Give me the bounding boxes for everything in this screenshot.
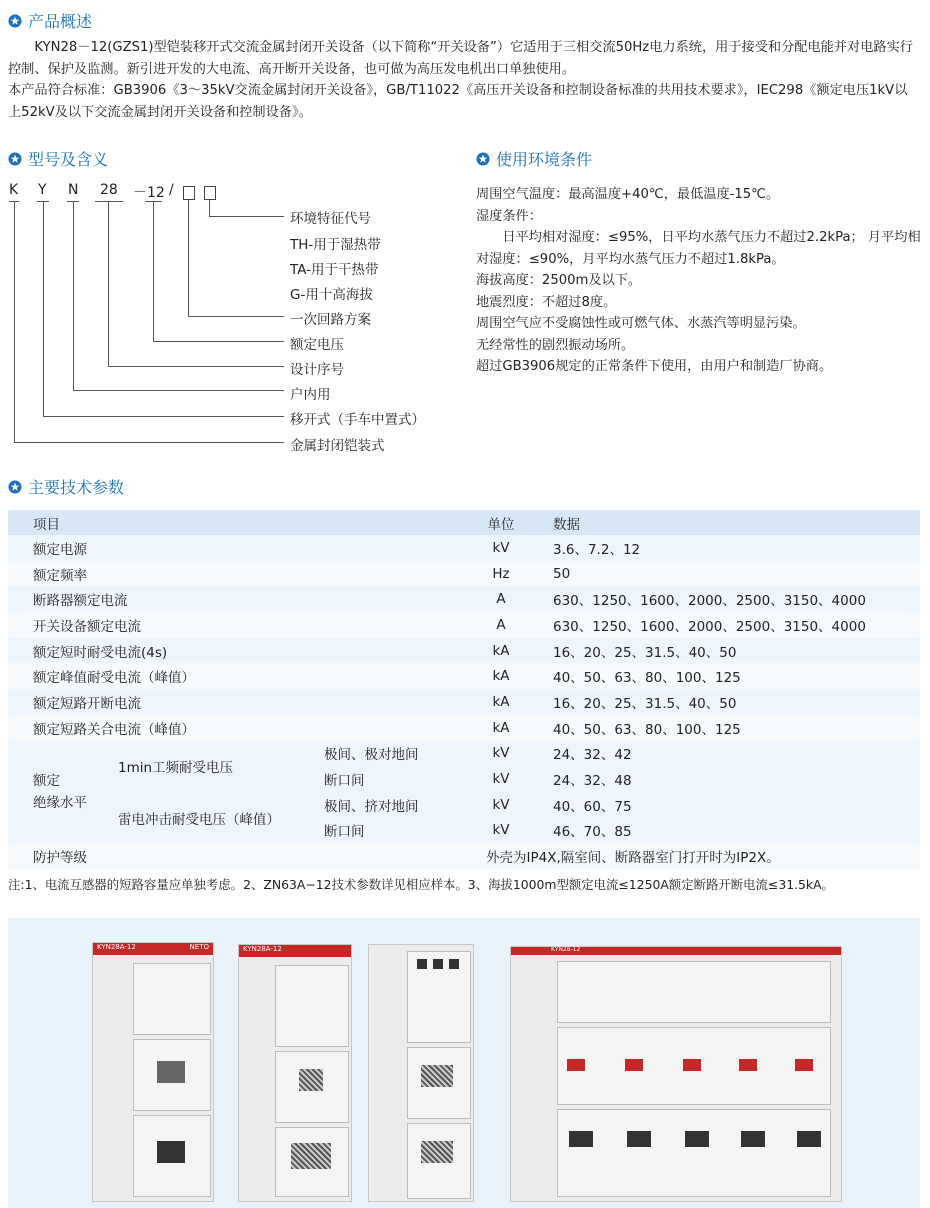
cabinet-window [449, 959, 459, 969]
row-item: 开关设备额定电流 [8, 612, 470, 638]
leader-hline [43, 416, 284, 417]
row-unit: kV [470, 792, 532, 818]
legend-item: 移开式（手车中置式） [290, 412, 425, 428]
row-unit: kV [470, 741, 532, 767]
table-row [8, 843, 920, 869]
leader-line [153, 202, 154, 341]
row-data: 3.6、7.2、12 [532, 535, 920, 561]
breaker-indicator [683, 1059, 701, 1071]
code-letter-28: 28 [100, 182, 118, 198]
row-data: 50 [532, 561, 920, 587]
star-icon [8, 480, 22, 494]
row-data: 46、70、85 [532, 818, 920, 844]
insulation-sub: 极间、挤对地间 [300, 792, 470, 818]
table-row [8, 689, 920, 715]
star-icon [476, 152, 490, 166]
row-unit: kA [470, 663, 532, 689]
cabinet-window [627, 1131, 651, 1147]
row-item: 额定频率 [8, 561, 470, 587]
cabinet-vent [421, 1065, 453, 1087]
cabinet-window [685, 1131, 709, 1147]
env-title: 使用环境条件 [496, 150, 593, 169]
row-unit: kA [470, 715, 532, 741]
section-title-params [8, 475, 124, 498]
section-title-env [476, 147, 592, 170]
cabinet-panel [557, 1109, 831, 1197]
env-conditions [476, 184, 922, 378]
params-title: 主要技术参数 [28, 478, 125, 497]
leader-line [43, 202, 44, 416]
cabinet-vent [299, 1069, 323, 1091]
insulation-label: 额定 绝缘水平 [8, 741, 94, 844]
row-data: 40、50、63、80、100、125 [532, 663, 920, 689]
row-unit: kV [470, 535, 532, 561]
env-line: 日平均相对湿度：≤95%，日平均水蒸气压力不超过2.2kPa； 月平均相对湿度：≤90%，月平均水蒸气压力不超过1.8kPa。 [476, 230, 921, 267]
cabinet-label: KYN28A-12 [243, 945, 282, 953]
row-data: 630、1250、1600、2000、2500、3150、4000 [532, 612, 920, 638]
row-data: 630、1250、1600、2000、2500、3150、4000 [532, 586, 920, 612]
table-header-row [8, 510, 920, 535]
env-line: 超过GB3906规定的正常条件下使用，由用户和制造厂协商。 [476, 359, 833, 374]
header-item: 项目 [8, 510, 470, 535]
cabinet-brand: NETO [189, 943, 209, 951]
env-line: 地震烈度：不超过8度。 [476, 294, 617, 310]
row-item: 额定峰值耐受电流（峰值） [8, 663, 470, 689]
code-underline [95, 201, 123, 202]
overview-paragraph-2: 本产品符合标准：GB3906《3～35kV交流金属封闭开关设备》，GB/T11022《高压开关设备和控制设备标准的共用技术要求》，IEC298《额定电压1kV以上52kV及以下交流金属封闭开关设备和控制设备》。 [8, 83, 908, 120]
table-note: 注:1、电流互感器的短路容量应单独考虑。2、ZN63A−12技术参数详见相应样本。3、海拔1000m型额定电流≤1250A额定断路开断电流≤31.5kA。 [8, 877, 834, 892]
legend-item: 额定电压 [290, 337, 344, 353]
row-unit: kV [470, 766, 532, 792]
cabinet-label: KYN28-12 [551, 946, 581, 953]
overview-title: 产品概述 [28, 12, 93, 31]
leader-line [209, 200, 210, 216]
star-icon [8, 152, 22, 166]
cabinet-panel [275, 965, 349, 1047]
env-line: 湿度条件： [476, 208, 542, 224]
env-line: 周围空气温度：最高温度+40℃，最低温度-15℃。 [476, 187, 780, 202]
table-row [8, 715, 920, 741]
env-line: 周围空气应不受腐蚀性或可燃气体、水蒸汽等明显污染。 [476, 316, 806, 331]
params-table [8, 510, 920, 869]
legend-item: 设计序号 [290, 362, 344, 378]
row-unit: kA [470, 638, 532, 664]
overview-text [8, 37, 920, 123]
row-unit: kA [470, 689, 532, 715]
cabinet-window [433, 959, 443, 969]
model-title: 型号及含义 [28, 150, 109, 169]
table-row [8, 663, 920, 689]
leader-line [14, 202, 15, 442]
code-letter-12: －12 [133, 185, 165, 201]
header-data: 数据 [532, 510, 920, 535]
cabinet-image [92, 942, 214, 1202]
cabinet-window [569, 1131, 593, 1147]
table-row [8, 535, 920, 561]
leader-hline [108, 366, 284, 367]
cabinet-vent [421, 1141, 453, 1163]
insulation-group-2: 雷电冲击耐受电压（峰值） [94, 792, 300, 843]
code-letter-y: Y [38, 182, 47, 198]
cabinet-window [741, 1131, 765, 1147]
breaker-indicator [739, 1059, 757, 1071]
cabinet-panel [133, 963, 211, 1035]
insulation-sub: 断口间 [300, 766, 470, 792]
row-item: 额定电源 [8, 535, 470, 561]
row-unit: A [470, 586, 532, 612]
section-title-model [8, 147, 108, 170]
leader-line [108, 202, 109, 366]
insulation-sub: 极间、极对地间 [300, 741, 470, 767]
row-data: 24、32、48 [532, 766, 920, 792]
insulation-sub: 断口间 [300, 818, 470, 844]
legend-item: TH-用于湿热带 [290, 237, 381, 253]
env-line: 无经常性的剧烈振动场所。 [476, 337, 635, 353]
legend-item: 户内用 [290, 387, 331, 403]
row-unit: A [470, 612, 532, 638]
legend-item: 金属封闭铠装式 [290, 438, 385, 454]
cabinet-label: KYN28A-12 [97, 943, 136, 951]
breaker-indicator [795, 1059, 813, 1071]
row-data: 24、32、42 [532, 741, 920, 767]
legend-item: G-用十高海拔 [290, 287, 373, 303]
overview-paragraph-1: KYN28－12(GZS1)型铠装移开式交流金属封闭开关设备（以下简称“开关设备”）它适用于三相交流50Hz电力系统，用于接受和分配电能并对电路实行控制、保护及监测。新引进开发的大电流、高开断开关设备，也可做为高压发电机出口单独使用。 [8, 40, 913, 77]
row-item: 断路器额定电流 [8, 586, 470, 612]
code-box-1 [183, 186, 195, 200]
env-line: 海拔高度：2500m及以下。 [476, 273, 642, 288]
row-data: 外壳为IP4X,隔室间、断路器室门打开时为IP2X。 [470, 843, 920, 869]
row-data: 16、20、25、31.5、40、50 [532, 638, 920, 664]
cabinet-vent [291, 1143, 331, 1169]
breaker-indicator [567, 1059, 585, 1071]
product-photo [8, 918, 920, 1208]
code-letter-k: K [9, 182, 19, 198]
leader-line [73, 202, 74, 390]
row-item: 额定短路关合电流（峰值） [8, 715, 470, 741]
legend-item: TA-用于干热带 [290, 262, 379, 278]
leader-hline [14, 442, 284, 443]
leader-hline [188, 316, 284, 317]
table-row [8, 612, 920, 638]
cabinet-panel [557, 961, 831, 1023]
section-title-overview [8, 9, 92, 32]
leader-hline [73, 390, 284, 391]
code-box-2 [204, 186, 216, 200]
row-unit: kV [470, 818, 532, 844]
table-row [8, 638, 920, 664]
row-item: 防护等级 [8, 843, 470, 869]
leader-hline [153, 341, 284, 342]
cabinet-image [368, 944, 474, 1202]
legend-item: 环境特征代号 [290, 211, 371, 227]
cabinet-image [238, 944, 352, 1202]
header-unit: 单位 [470, 510, 532, 535]
row-item: 额定短时耐受电流(4s) [8, 638, 470, 664]
breaker-indicator [625, 1059, 643, 1071]
table-row [8, 586, 920, 612]
table-row [8, 561, 920, 587]
table-row [8, 792, 920, 818]
row-data: 40、50、63、80、100、125 [532, 715, 920, 741]
cabinet-window [797, 1131, 821, 1147]
cabinet-window [157, 1141, 185, 1163]
code-letter-n: N [68, 182, 79, 198]
leader-hline [209, 216, 284, 217]
switchgear-row-image [510, 946, 842, 1202]
insulation-group-1: 1min工频耐受电压 [94, 741, 300, 792]
code-slash: / [169, 182, 174, 198]
leader-line [188, 200, 189, 316]
cabinet-window [157, 1061, 185, 1083]
star-icon [8, 14, 22, 28]
row-item: 额定短路开断电流 [8, 689, 470, 715]
row-data: 40、60、75 [532, 792, 920, 818]
row-unit: Hz [470, 561, 532, 587]
legend-item: 一次回路方案 [290, 312, 371, 328]
row-data: 16、20、25、31.5、40、50 [532, 689, 920, 715]
cabinet-window [417, 959, 427, 969]
table-row [8, 741, 920, 767]
